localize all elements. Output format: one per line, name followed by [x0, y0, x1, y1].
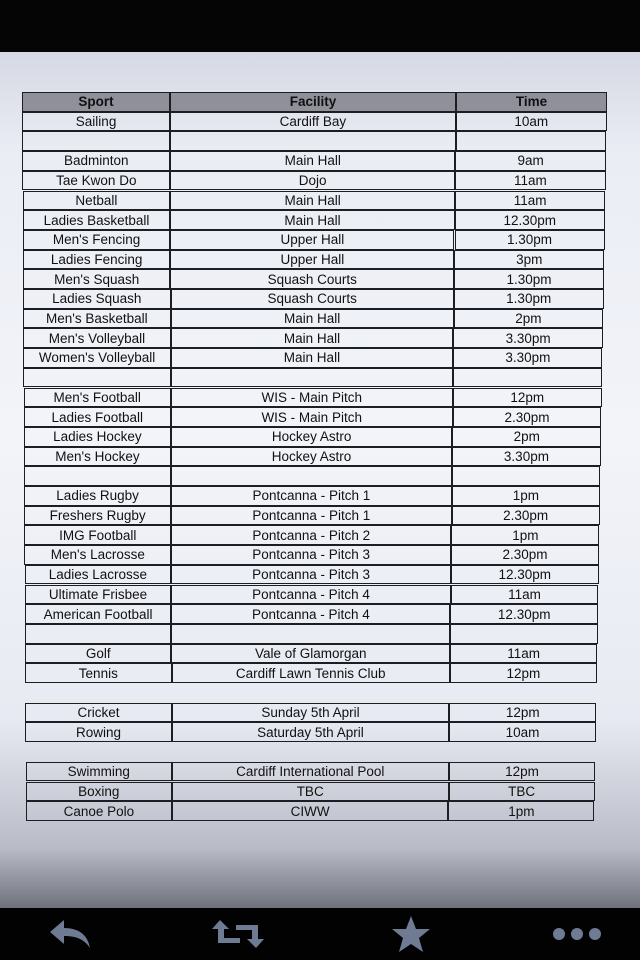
cell-sport: Freshers Rugby — [24, 506, 171, 526]
cell-time: 12pm — [449, 703, 596, 723]
favorite-button[interactable] — [366, 908, 456, 960]
header-time: Time — [456, 92, 607, 112]
cell-sport: Ladies Hockey — [24, 427, 171, 447]
reply-button[interactable] — [25, 908, 115, 960]
cell-facility: Main Hall — [171, 309, 454, 329]
cell-facility: Pontcanna - Pitch 1 — [171, 506, 451, 526]
cell-sport: Men's Volleyball — [23, 328, 170, 348]
cell-facility: Upper Hall — [170, 230, 454, 250]
cell-sport: Ultimate Frisbee — [25, 585, 172, 605]
cell-facility: TBC — [172, 782, 449, 802]
cell-facility: Squash Courts — [170, 269, 454, 289]
cell-sport: Ladies Fencing — [23, 250, 171, 270]
cell-facility: Cardiff International Pool — [172, 762, 449, 782]
cell-facility: WIS - Main Pitch — [171, 388, 453, 408]
cell-sport: Ladies Lacrosse — [25, 565, 172, 585]
cell-sport: Golf — [25, 644, 172, 664]
cell-sport — [25, 624, 172, 644]
cell-sport: Rowing — [25, 722, 171, 742]
cell-facility: Main Hall — [170, 151, 455, 171]
cell-sport — [22, 131, 170, 151]
cell-time: 2pm — [452, 427, 601, 447]
cell-time: 9am — [455, 151, 606, 171]
cell-sport: Ladies Football — [24, 407, 171, 427]
retweet-icon — [210, 916, 266, 952]
cell-time: 11am — [455, 191, 605, 211]
cell-sport: American Football — [25, 604, 172, 624]
cell-time: 3.30pm — [453, 348, 602, 368]
cell-time: 12.30pm — [450, 604, 598, 624]
cell-facility: CIWW — [172, 801, 448, 821]
cell-sport: Men's Football — [24, 388, 171, 408]
cell-sport: Tennis — [25, 663, 171, 683]
cell-facility: Main Hall — [171, 348, 454, 368]
cell-sport — [23, 368, 170, 388]
cell-sport: Cricket — [25, 703, 171, 723]
cell-sport: Tae Kwon Do — [22, 171, 170, 191]
cell-time: 12.30pm — [451, 565, 599, 585]
cell-facility: Cardiff Bay — [170, 112, 456, 132]
cell-facility: Squash Courts — [171, 289, 454, 309]
cell-sport: Women's Volleyball — [23, 348, 170, 368]
cell-time: 2.30pm — [453, 407, 602, 427]
cell-time: 12pm — [449, 762, 595, 782]
cell-time: 10am — [449, 722, 596, 742]
cell-time: 1.30pm — [455, 230, 605, 250]
schedule-photo — [0, 52, 640, 908]
cell-sport: Canoe Polo — [26, 801, 172, 821]
header-facility: Facility — [170, 92, 456, 112]
cell-time: 1.30pm — [454, 289, 604, 309]
cell-facility: Pontcanna - Pitch 3 — [171, 545, 451, 565]
cell-facility: Pontcanna - Pitch 3 — [171, 565, 451, 585]
cell-facility — [170, 131, 455, 151]
cell-sport: Netball — [23, 191, 171, 211]
cell-sport: Ladies Basketball — [23, 210, 171, 230]
cell-time: 11am — [450, 644, 597, 664]
cell-facility: Main Hall — [170, 210, 454, 230]
cell-facility: Hockey Astro — [171, 447, 452, 467]
cell-time: 3.30pm — [453, 328, 602, 348]
status-bar — [0, 0, 640, 52]
cell-time: 1pm — [448, 801, 594, 821]
cell-time: 3pm — [454, 250, 604, 270]
cell-facility: Hockey Astro — [171, 427, 452, 447]
cell-time: 12.30pm — [455, 210, 605, 230]
cell-facility: Dojo — [170, 171, 455, 191]
cell-facility — [171, 368, 453, 388]
cell-time: 1pm — [452, 486, 600, 506]
cell-time: 1.30pm — [454, 269, 604, 289]
cell-sport: Men's Fencing — [23, 230, 171, 250]
cell-time: 2.30pm — [452, 506, 600, 526]
cell-time: 2.30pm — [451, 545, 599, 565]
cell-time: 3.30pm — [452, 447, 601, 467]
cell-time: 12pm — [450, 663, 597, 683]
cell-time: 11am — [451, 585, 599, 605]
cell-time: 10am — [456, 112, 607, 132]
cell-time: TBC — [449, 782, 595, 802]
cell-time — [456, 131, 607, 151]
cell-sport: Ladies Rugby — [24, 486, 171, 506]
cell-facility: Pontcanna - Pitch 1 — [171, 486, 452, 506]
cell-sport: Ladies Squash — [23, 289, 170, 309]
cell-facility: Main Hall — [170, 191, 455, 211]
cell-facility — [171, 624, 450, 644]
cell-sport: Men's Lacrosse — [24, 545, 171, 565]
cell-time — [453, 368, 602, 388]
cell-facility: Main Hall — [171, 328, 454, 348]
cell-facility: Pontcanna - Pitch 2 — [171, 525, 451, 545]
cell-time: 11am — [455, 171, 605, 191]
retweet-button[interactable] — [193, 908, 283, 960]
cell-time — [450, 624, 597, 644]
cell-sport: Swimming — [26, 762, 172, 782]
cell-facility — [171, 466, 452, 486]
cell-time: 12pm — [453, 388, 602, 408]
cell-sport: Men's Basketball — [23, 309, 170, 329]
cell-sport — [24, 466, 171, 486]
more-options-button[interactable] — [532, 908, 622, 960]
cell-facility: Upper Hall — [170, 250, 454, 270]
cell-facility: WIS - Main Pitch — [171, 407, 453, 427]
cell-sport: Men's Hockey — [24, 447, 171, 467]
cell-time — [452, 466, 600, 486]
cell-sport: Boxing — [26, 782, 172, 802]
bottom-toolbar — [0, 908, 640, 960]
cell-time: 2pm — [454, 309, 604, 329]
cell-facility: Pontcanna - Pitch 4 — [171, 585, 450, 605]
cell-facility: Sunday 5th April — [172, 703, 450, 723]
cell-facility: Pontcanna - Pitch 4 — [171, 604, 450, 624]
favorite-star-icon — [391, 915, 431, 953]
more-options-icon — [551, 926, 603, 942]
cell-facility: Saturday 5th April — [172, 722, 449, 742]
reply-icon — [46, 917, 94, 951]
cell-sport: Men's Squash — [23, 269, 171, 289]
cell-sport: IMG Football — [24, 525, 171, 545]
schedule-table — [0, 52, 640, 908]
cell-sport: Sailing — [22, 112, 170, 132]
header-sport: Sport — [22, 92, 170, 112]
cell-facility: Vale of Glamorgan — [171, 644, 450, 664]
cell-facility: Cardiff Lawn Tennis Club — [172, 663, 450, 683]
cell-sport: Badminton — [22, 151, 170, 171]
cell-time: 1pm — [451, 525, 599, 545]
